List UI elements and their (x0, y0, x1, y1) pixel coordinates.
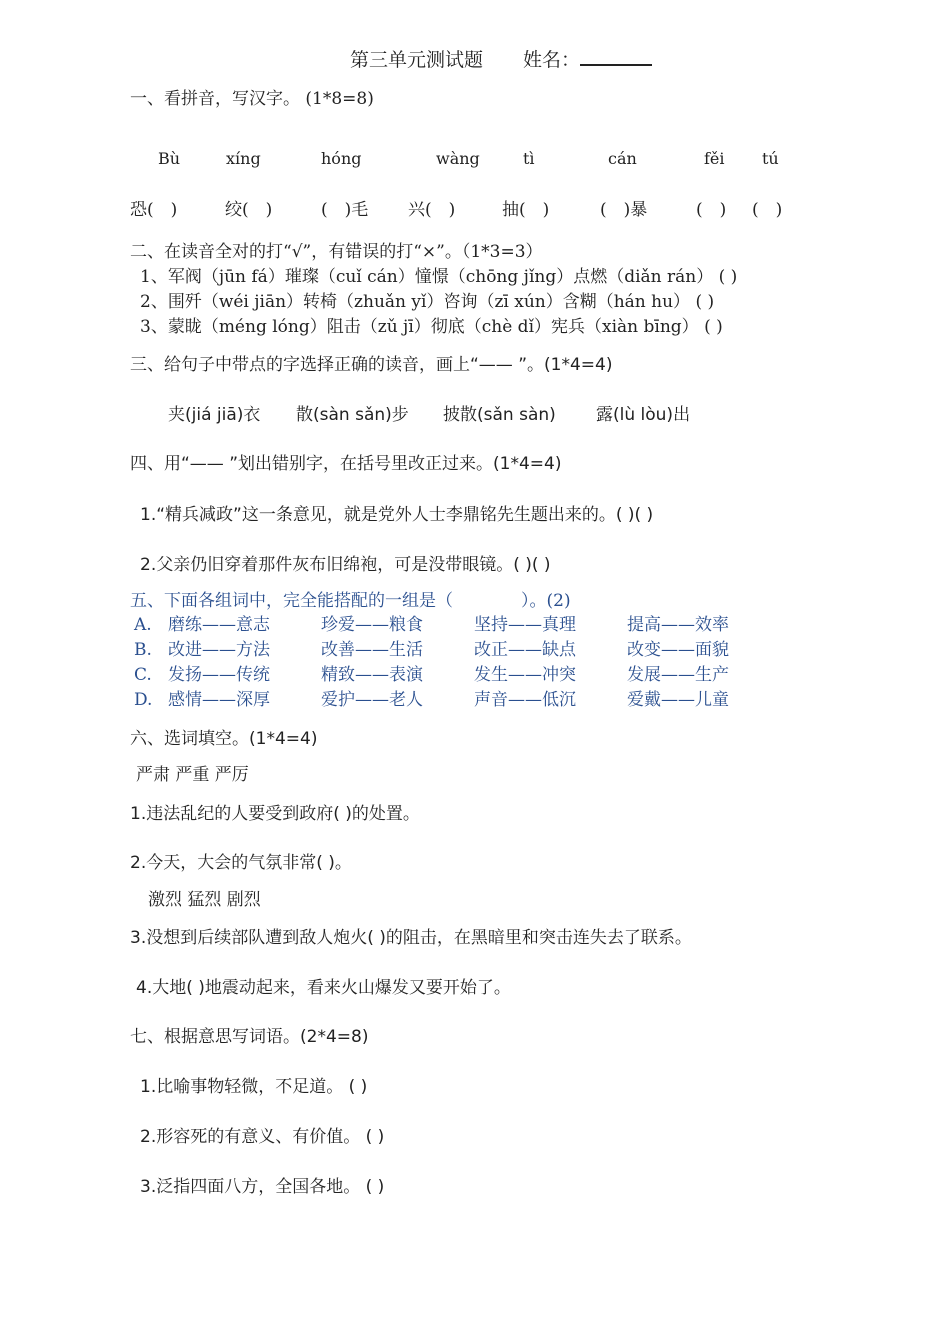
word-pair: 声音——低沉 (474, 690, 576, 710)
word-choices: 激烈 猛烈 剧烈 (148, 890, 261, 910)
option-label: B. (134, 640, 152, 660)
pinyin-item: xíng (226, 149, 261, 168)
page-title (350, 49, 652, 71)
word-pair: 精致——表演 (321, 665, 423, 685)
word-choices: 严肃 严重 严厉 (136, 765, 249, 785)
word-pair: 感情——深厚 (168, 690, 270, 710)
word-pair: 爱戴——儿童 (627, 690, 729, 710)
section3-item: 露(lù lòu)出 (596, 405, 691, 425)
section3-heading: 三、给句子中带点的字选择正确的读音，画上“—— ”。(1*4=4) (130, 355, 613, 375)
pinyin-item: wàng (436, 149, 480, 168)
word-pair: 磨练——意志 (168, 615, 270, 635)
word-pair: 爱护——老人 (321, 690, 423, 710)
answer-blank: 绞( ) (225, 200, 273, 220)
section3-item: 披散(sǎn sàn) (443, 405, 556, 425)
section6-question: 4.大地( )地震动起来，看来火山爆发又要开始了。 (136, 978, 511, 998)
answer-blank: ( ) (696, 200, 727, 220)
section2-heading: 二、在读音全对的打“√”，有错误的打“×”。（1*3=3） (130, 242, 543, 262)
option-label: A. (134, 615, 152, 635)
word-pair: 改善——生活 (321, 640, 423, 660)
section3-item: 散(sàn sǎn)步 (296, 405, 409, 425)
section7-item: 1.比喻事物轻微，不足道。 ( ) (140, 1077, 368, 1097)
section7-item: 2.形容死的有意义、有价值。 ( ) (140, 1127, 385, 1147)
option-label: C. (134, 665, 152, 685)
pinyin-item: hóng (321, 149, 362, 168)
pinyin-item: cán (608, 149, 637, 168)
answer-blank: 抽( ) (502, 200, 550, 220)
section7-heading: 七、根据意思写词语。(2*4=8) (130, 1027, 369, 1047)
answer-blank: ( )毛 (321, 200, 369, 220)
pinyin-item: Bù (158, 149, 181, 168)
answer-blank: 兴( ) (408, 200, 456, 220)
word-pair: 发展——生产 (627, 665, 729, 685)
section4-item: 1.“精兵减政”这一条意见，就是党外人士李鼎铭先生题出来的。( )( ) (140, 505, 654, 525)
word-pair: 改正——缺点 (474, 640, 576, 660)
section5-heading: 五、下面各组词中，完全能搭配的一组是（ ）。(2) (130, 591, 571, 611)
test-title: 第三单元测试题 (350, 49, 484, 71)
word-pair: 改进——方法 (168, 640, 270, 660)
section2-item: 2、围歼（wéi jiān）转椅（zhuǎn yǐ）咨询（zī xún）含糊（hán hu） ( ) (140, 292, 715, 312)
word-pair: 坚持——真理 (474, 615, 576, 635)
section2-item: 3、蒙眬（méng lóng）阻击（zǔ jī）彻底（chè dǐ）宪兵（xiàn bīng） ( ) (140, 317, 723, 337)
section6-question: 3.没想到后续部队遭到敌人炮火( )的阻击，在黑暗里和突击连失去了联系。 (130, 928, 692, 948)
pinyin-item: fěi (704, 149, 725, 168)
section4-heading: 四、用“—— ”划出错别字，在括号里改正过来。(1*4=4) (130, 454, 562, 474)
section4-item: 2.父亲仍旧穿着那件灰布旧绵袍，可是没带眼镜。( )( ) (140, 555, 551, 575)
name-blank (580, 50, 652, 66)
word-pair: 珍爱——粮食 (321, 615, 423, 635)
section7-item: 3.泛指四面八方，全国各地。 ( ) (140, 1177, 385, 1197)
pinyin-item: tú (762, 149, 779, 168)
name-label: 姓名： (523, 49, 581, 71)
word-pair: 改变——面貌 (627, 640, 729, 660)
section6-question: 1.违法乱纪的人要受到政府( )的处置。 (130, 804, 420, 824)
word-pair: 发扬——传统 (168, 665, 270, 685)
option-label: D. (134, 690, 153, 710)
word-pair: 发生——冲突 (474, 665, 576, 685)
word-pair: 提高——效率 (627, 615, 729, 635)
section6-heading: 六、选词填空。(1*4=4) (130, 729, 318, 749)
section6-question: 2.今天，大会的气氛非常( )。 (130, 853, 352, 873)
pinyin-item: tì (523, 149, 535, 168)
answer-blank: 恐( ) (130, 200, 178, 220)
section1-heading: 一、看拼音，写汉字。 (1*8=8) (130, 89, 374, 109)
section3-item: 夹(jiá jiā)衣 (168, 405, 261, 425)
section2-item: 1、军阀（jūn fá）璀璨（cuǐ cán）憧憬（chōng jǐng）点燃（diǎn rán） ( ) (140, 267, 738, 287)
answer-blank: ( )暴 (600, 200, 648, 220)
answer-blank: ( ) (752, 200, 783, 220)
